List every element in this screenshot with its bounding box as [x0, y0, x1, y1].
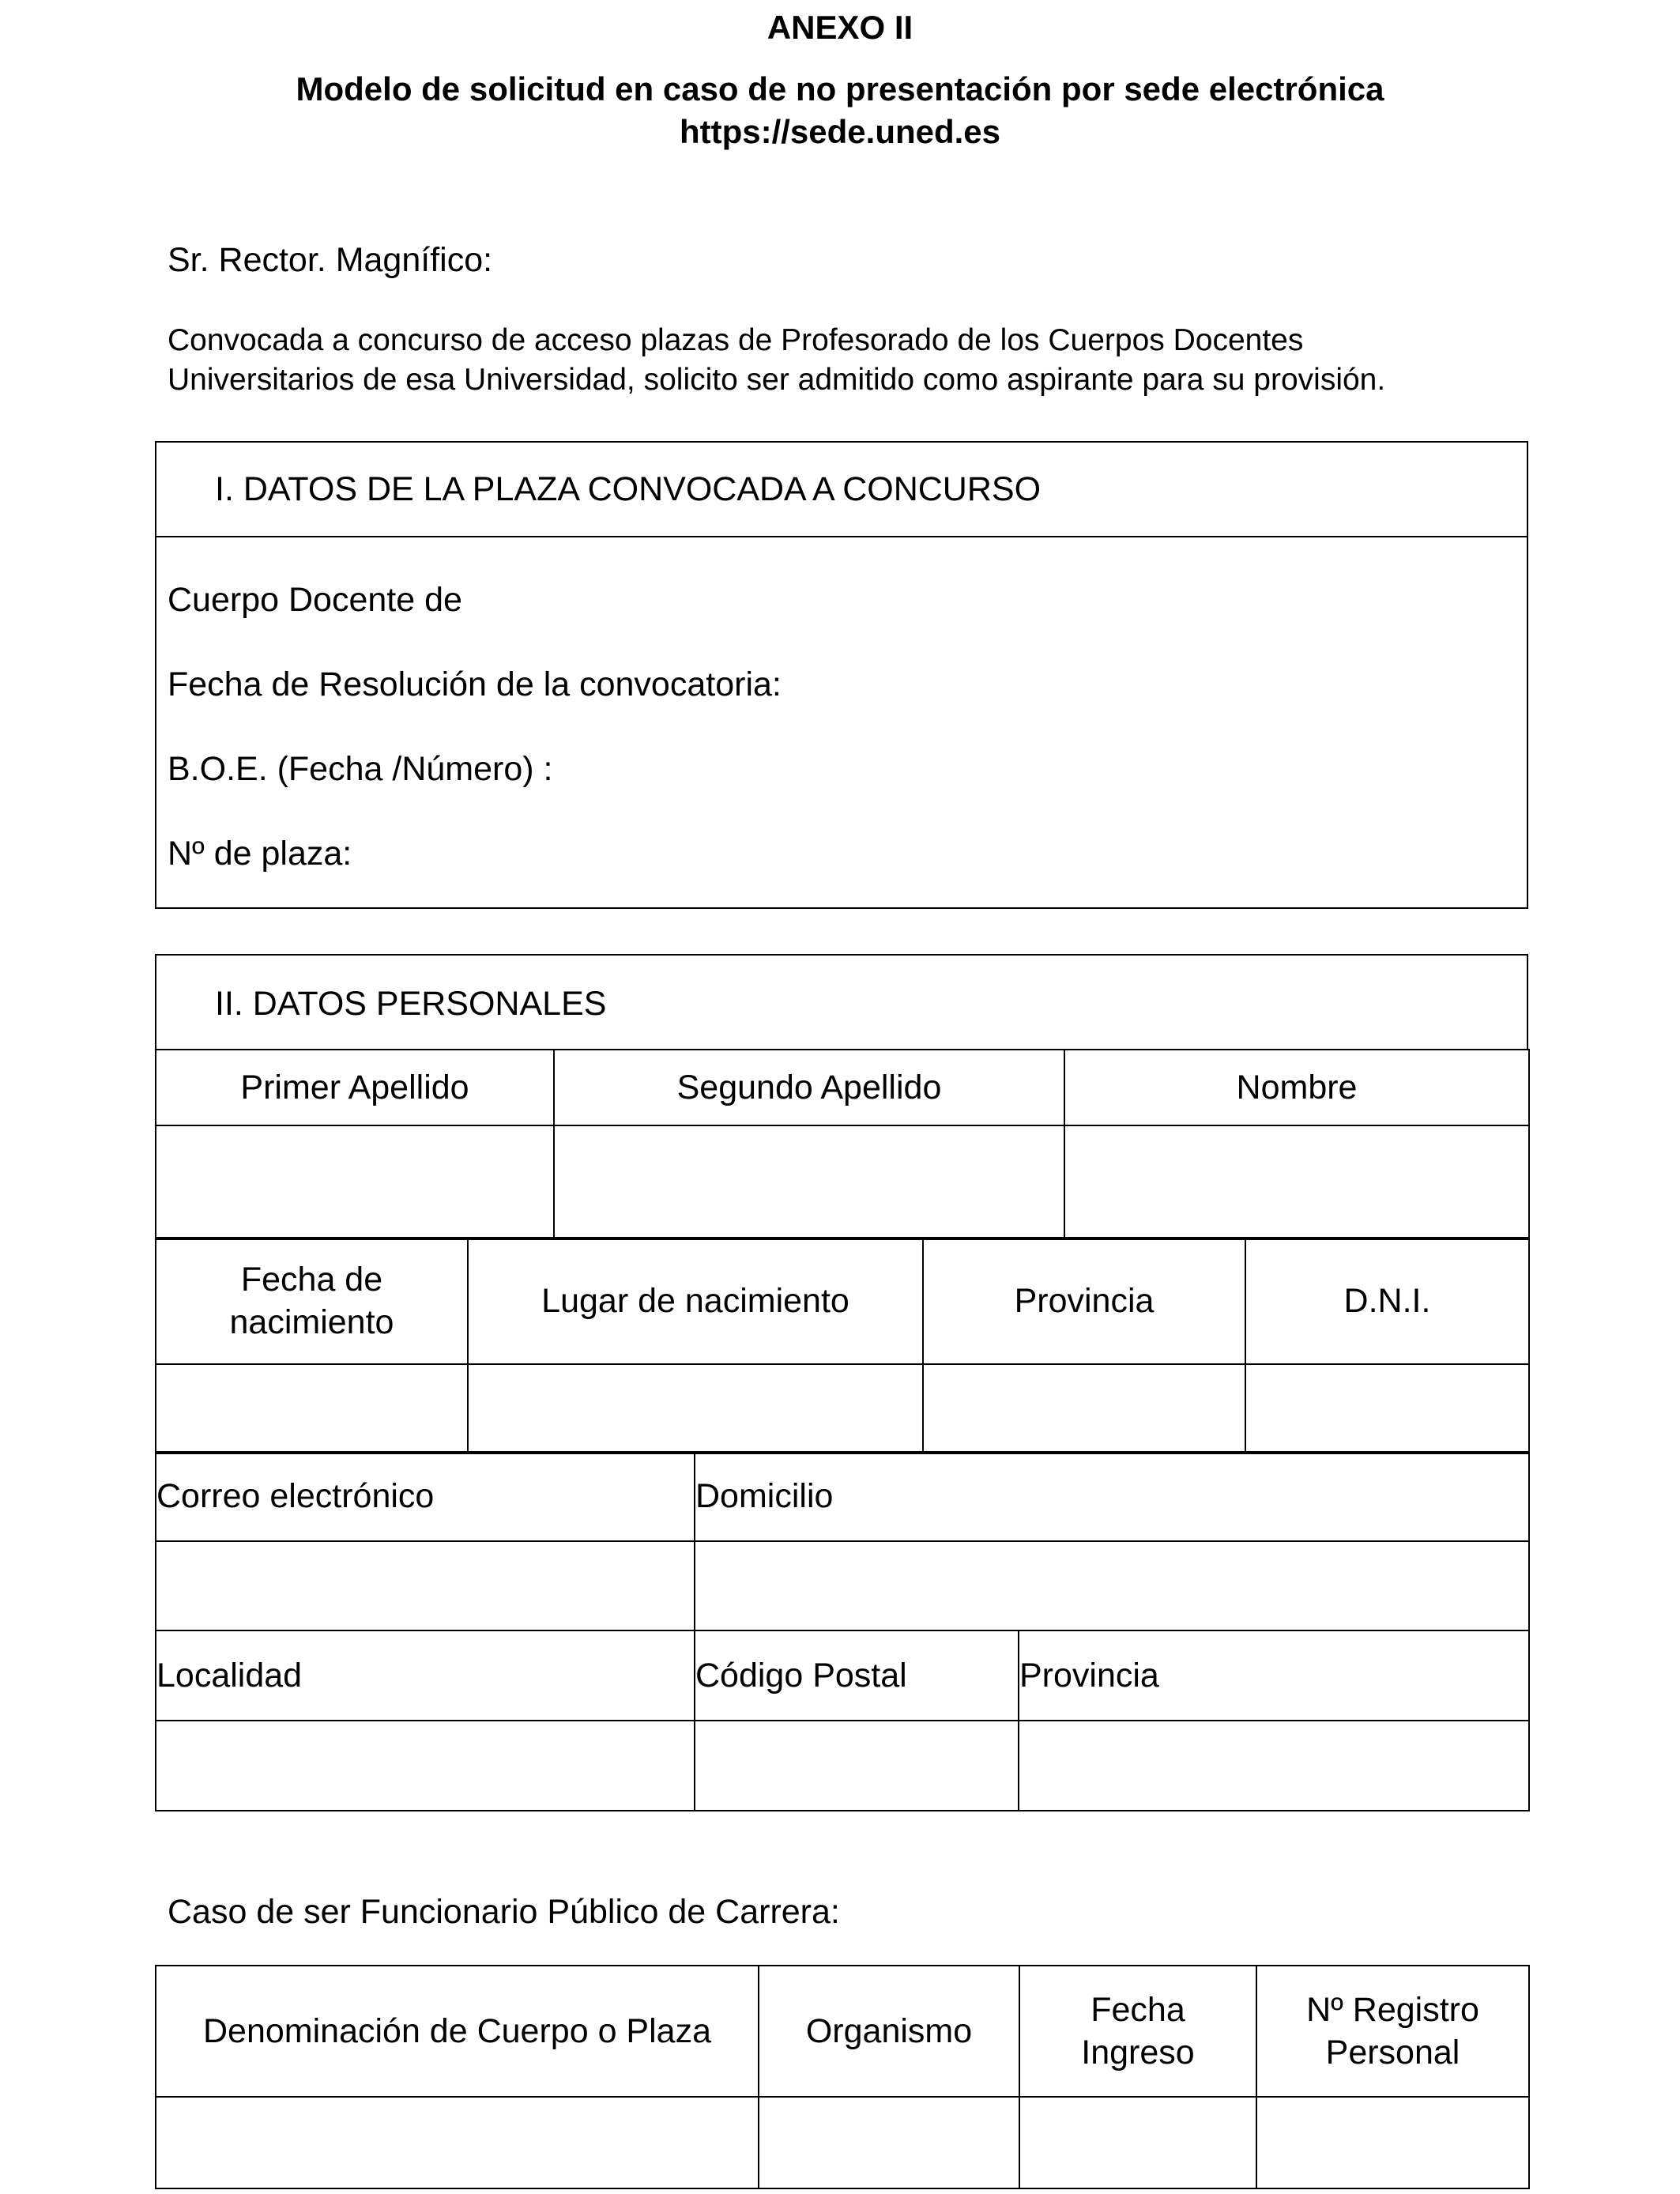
input-codigo-postal[interactable] [695, 1721, 1019, 1811]
header-registro-personal: Nº Registro Personal [1256, 1966, 1529, 2097]
header-lugar-nacimiento: Lugar de nacimiento [468, 1238, 923, 1364]
birth-table [155, 1237, 1530, 1454]
header-fecha-nacimiento: Fecha de nacimiento [156, 1238, 468, 1364]
input-dni[interactable] [1245, 1364, 1529, 1453]
names-table [155, 1049, 1530, 1240]
funcionario-table [155, 1965, 1530, 2189]
field-numero-plaza: Nº de plaza: [168, 835, 352, 873]
input-organismo[interactable] [759, 2097, 1019, 2188]
input-domicilio[interactable] [695, 1541, 1529, 1630]
input-registro-personal[interactable] [1256, 2097, 1529, 2188]
input-fecha-nacimiento[interactable] [156, 1364, 468, 1453]
input-provincia-nacimiento[interactable] [923, 1364, 1245, 1453]
field-boe: B.O.E. (Fecha /Número) : [168, 750, 553, 788]
subtitle-text: Modelo de solicitud en caso de no presentación por sede electrónica [296, 70, 1384, 107]
field-cuerpo-docente: Cuerpo Docente de [168, 581, 462, 619]
input-localidad[interactable] [156, 1721, 695, 1811]
header-provincia-domicilio: Provincia [1019, 1630, 1529, 1721]
header-provincia-nacimiento: Provincia [923, 1238, 1245, 1364]
field-fecha-resolucion: Fecha de Resolución de la convocatoria: [168, 665, 782, 703]
intro-paragraph [168, 321, 1385, 400]
contact-table [155, 1451, 1530, 1631]
header-denominacion: Denominación de Cuerpo o Plaza [156, 1966, 759, 2097]
header-nombre: Nombre [1064, 1050, 1529, 1125]
header-codigo-postal: Código Postal [695, 1630, 1019, 1721]
sede-url: https://sede.uned.es [679, 113, 1001, 150]
intro-line-2: Universitarios de esa Universidad, solicito ser admitido como aspirante para su provisión. [168, 363, 1386, 397]
section1-body [155, 536, 1528, 909]
salutation: Sr. Rector. Magnífico: [168, 241, 493, 279]
header-dni: D.N.I. [1245, 1238, 1529, 1364]
header-organismo: Organismo [759, 1966, 1019, 2097]
header-correo: Correo electrónico [156, 1452, 695, 1541]
section1-title: I. DATOS DE LA PLAZA CONVOCADA A CONCURSO [215, 470, 1042, 508]
header-segundo-apellido: Segundo Apellido [554, 1050, 1064, 1125]
annex-title: ANEXO II [767, 9, 913, 46]
header-localidad: Localidad [156, 1630, 695, 1721]
header-fecha-ingreso: Fecha Ingreso [1019, 1966, 1256, 2097]
intro-line-1: Convocada a concurso de acceso plazas de Profesorado de los Cuerpos Docentes [168, 323, 1304, 357]
locality-table [155, 1630, 1530, 1811]
input-correo[interactable] [156, 1541, 695, 1630]
input-provincia-domicilio[interactable] [1019, 1721, 1529, 1811]
input-fecha-ingreso[interactable] [1019, 2097, 1256, 2188]
section1-header [155, 441, 1528, 537]
section2-title: II. DATOS PERSONALES [215, 985, 607, 1023]
input-denominacion[interactable] [156, 2097, 759, 2188]
input-lugar-nacimiento[interactable] [468, 1364, 923, 1453]
input-primer-apellido[interactable] [156, 1125, 554, 1239]
input-segundo-apellido[interactable] [554, 1125, 1064, 1239]
form-subtitle [0, 68, 1680, 153]
funcionario-caption: Caso de ser Funcionario Público de Carrera: [168, 1893, 840, 1931]
header-primer-apellido: Primer Apellido [156, 1050, 554, 1125]
input-nombre[interactable] [1064, 1125, 1529, 1239]
header-domicilio: Domicilio [695, 1452, 1529, 1541]
section2-header [155, 954, 1528, 1050]
